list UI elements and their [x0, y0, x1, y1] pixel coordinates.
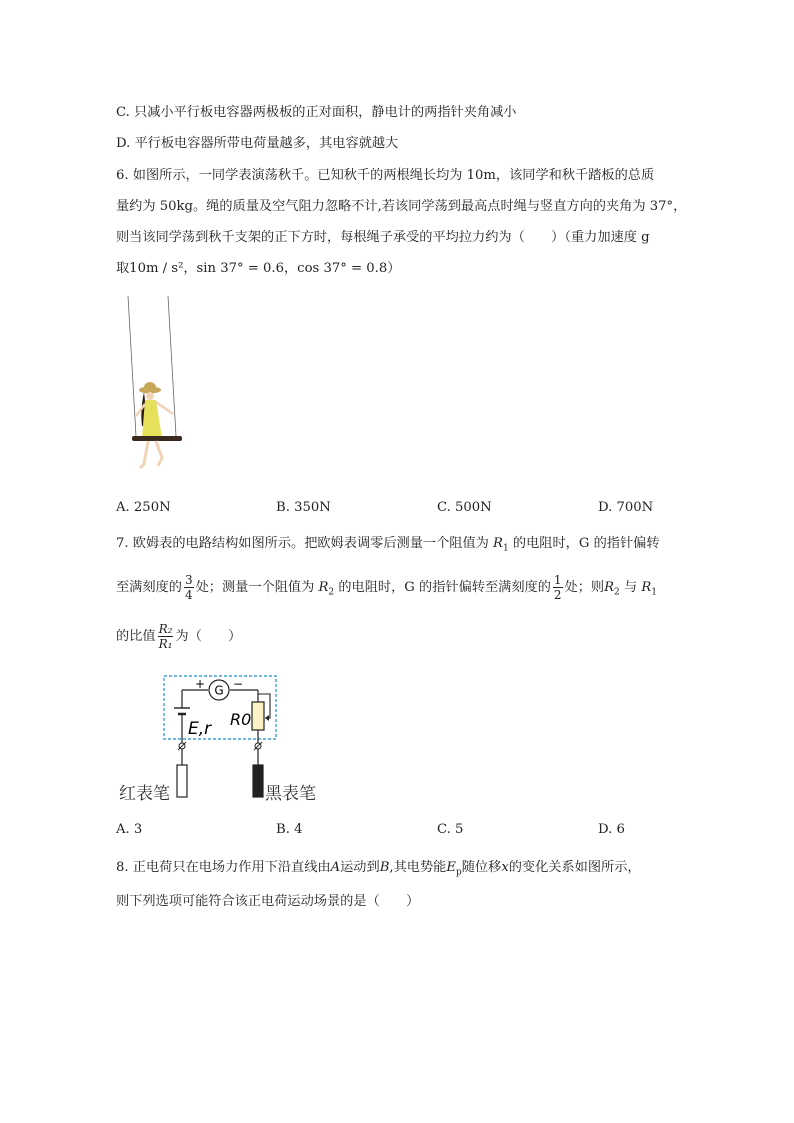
q6-stem-line1: 6. 如图所示，一同学表演荡秋千。已知秋千的两根绳长均为 10m，该同学和秋千踏板的总质 [116, 168, 655, 183]
q6-option-a[interactable]: A. 250N [116, 500, 171, 515]
ohmmeter-circuit-diagram [112, 668, 342, 810]
q7-option-a[interactable]: A. 3 [116, 822, 143, 837]
fraction-three-quarters: $\frac{3}{4}$ [184, 573, 193, 602]
q6-option-b[interactable]: B. 350N [276, 500, 331, 515]
q5-option-d: D. 平行板电容器所带电荷量越多，其电容就越大 [116, 136, 399, 151]
q5-option-c: C. 只减小平行板电容器两极板的正对面积，静电计的两指针夹角减小 [116, 105, 517, 120]
q6-stem-line2: 量约为 50kg。绳的质量及空气阻力忽略不计,若该同学荡到最高点时绳与竖直方向的夹角为 37°， [116, 199, 687, 214]
q6-option-d[interactable]: D. 700N [598, 500, 654, 515]
fraction-r2-over-r1: $\frac{\text{R₂}}{\text{R₁}}$ [158, 622, 173, 651]
q6-option-c[interactable]: C. 500N [437, 500, 492, 515]
svg-text:R0: R0 [230, 710, 252, 729]
fraction-one-half: $\frac{1}{2}$ [553, 573, 562, 602]
svg-text:G: G [214, 683, 224, 698]
svg-text:E,r: E,r [188, 719, 212, 739]
rheostat-r0 [252, 702, 264, 730]
q8-stem-line2: 则下列选项可能符合该正电荷运动场景的是（ ） [116, 894, 420, 909]
q7-option-d[interactable]: D. 6 [598, 822, 625, 837]
q6-stem-line3: 则当该同学荡到秋千支架的正下方时，每根绳子承受的平均拉力约为（ ）（重力加速度 g [116, 230, 650, 245]
red-probe [177, 765, 187, 797]
q6-stem-line4: 取10m / s²，sin 37° = 0.6，cos 37° = 0.8） [116, 261, 401, 276]
svg-text:−: − [232, 677, 244, 691]
q8-stem-line1: 8. 正电荷只在电场力作用下沿直线由A运动到B,其电势能$E_p$随位移x的变化关系如图所示， [116, 860, 641, 878]
q7-stem-line3: 的比值 $\frac{\text{R₂}}{\text{R₁}}$ 为（ ） [116, 622, 242, 651]
svg-text:红表笔: 红表笔 [119, 784, 170, 804]
black-probe [253, 765, 263, 797]
q7-stem-line1: 7. 欧姆表的电路结构如图所示。把欧姆表调零后测量一个阻值为 $R_1$ 的电阻时，G 的指针偏转 [116, 536, 660, 554]
q7-stem-line2: 至满刻度的 $\frac{3}{4}$ 处；测量一个阻值为 $R_2$ 的电阻时，G 的指针偏转至满刻度的 $\frac{1}{2}$ 处；则$R_2$ 与 $R_1$ [116, 573, 658, 602]
svg-text:黑表笔: 黑表笔 [265, 784, 316, 804]
q7-option-b[interactable]: B. 4 [276, 822, 303, 837]
swing-illustration [118, 296, 198, 484]
svg-text:+: + [194, 677, 206, 691]
q7-option-c[interactable]: C. 5 [437, 822, 464, 837]
